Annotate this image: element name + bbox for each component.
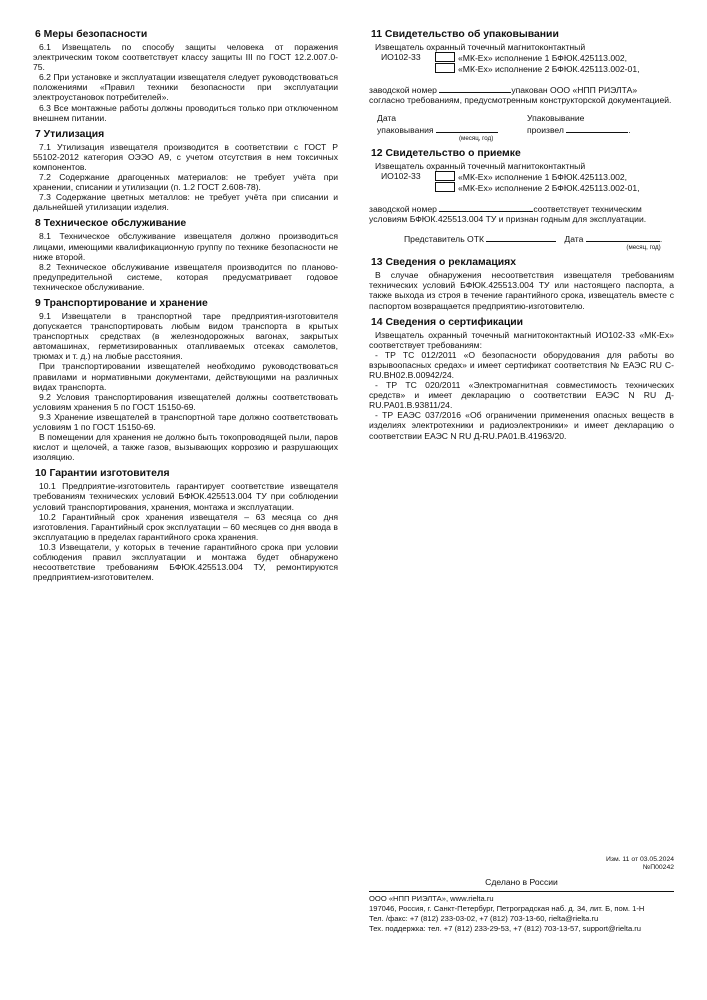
paragraph: условиям БФЮК.425513.004 ТУ и признан годным для эксплуатации. (369, 214, 647, 225)
paragraph: 6.1 Извещатель по способу защиты человека от поражения электрическим током соответствует классу защиты III по ГОСТ 12.2.007.0-75. (33, 42, 338, 73)
paragraph: 6.2 При установке и эксплуатации извещателя следует руководствоваться положениями «Правил техники безопасности при эксплуатации электроустановок потребителей». (33, 72, 338, 103)
pack-label: Упаковывание (527, 113, 585, 124)
paragraph: 9.1 Извещатели в транспортной таре предприятия-изготовителя допускается транспортировать любым видом транспорта в крытых транспортных средствах (в железнодорожных вагонах, закрытых автомашинах, герметизированных отапливаемых отсеках самолетов, трюмах и т. д.) на любые расстояния. (33, 310, 338, 362)
section-title: 12 Свидетельство о приемке (371, 147, 521, 159)
otk-block (404, 233, 556, 244)
section-maintenance (33, 218, 338, 292)
section-warranty (33, 468, 338, 582)
section-title: 8 Техническое обслуживание (35, 218, 187, 230)
paragraph: 6.3 Все монтажные работы должны проводиться только при отключенном внешнем питании. (33, 102, 338, 123)
option-label: «МК-Ех» исполнение 2 БФЮК.425113.002-01, (458, 182, 640, 193)
section-disposal (33, 129, 338, 213)
paragraph: Извещатель охранный точечный магнитоконтактный ИО102-33 «МК-Ех» соответствует требованиям: (369, 329, 674, 350)
serial-tail: соответствует техническим (533, 203, 642, 214)
paragraph: В случае обнаружения несоответствия извещателя требованиям технических условий БФЮК.425513.004 ТУ или настоящего паспорта, а также выхода из строя в течение гарантийного срока, извещатель вместе с паспортом возвращается предприятию-изготовителю. (369, 270, 674, 311)
otk-signature-field[interactable] (486, 233, 556, 242)
packing-date-field[interactable] (436, 124, 498, 133)
paragraph: 7.1 Утилизация извещателя производится в соответствии с ГОСТ Р 55102-2012 категория ОЭЭО А9, с учетом отсутствия в нем токсичных компонентов. (33, 141, 338, 172)
section-title: 9 Транспортирование и хранение (35, 297, 208, 309)
paragraph: - ТР ТС 012/2011 «О безопасности оборудования для работы во взрывоопасных средах» и имеет сертификат соответствия № ЕАЭС RU С-RU.ВН02.В.00942/24. (369, 349, 674, 380)
paragraph: При транспортировании извещателей необходимо руководствоваться правилами и нормативными документами, действующими на различных видах транспорта. (33, 361, 338, 392)
option-checkbox[interactable] (435, 63, 455, 73)
section-title: 10 Гарантии изготовителя (35, 468, 170, 480)
option-label: «МК-Ех» исполнение 2 БФЮК.425113.002-01, (458, 64, 640, 75)
serial-label: заводской номер (369, 203, 437, 214)
paragraph: Извещатель охранный точечный магнитоконтактный (375, 160, 586, 171)
paragraph: 7.3 Содержание цветных металлов: не требует учёта при списании и дальнейшей утилизации изделия. (33, 192, 338, 213)
otk-label: Представитель ОТК (404, 234, 484, 245)
option-list (435, 52, 640, 74)
paragraph: 9.3 Хранение извещателей в транспортной таре должно соответствовать условиям 1 по ГОСТ 15150-69. (33, 411, 338, 432)
right-column (369, 29, 674, 447)
date-hint: (месяц, год) (459, 134, 494, 142)
company-info (369, 894, 674, 934)
support-contact: Тех. поддержка: тел. +7 (812) 233-29-53, +7 (812) 703-13-57, support@rielta.ru (369, 924, 642, 933)
model-label: ИО102-33 (381, 170, 421, 181)
option-label: «МК-Ех» исполнение 1 БФЮК.425113.002, (458, 53, 628, 64)
otk-signature-row (369, 233, 674, 251)
section-safety (33, 29, 338, 123)
paragraph (369, 84, 674, 95)
paragraph (369, 203, 674, 214)
date-label: Дата (564, 234, 584, 245)
section-packing-certificate (369, 29, 674, 142)
company-address: 197046, Россия, г. Санкт-Петербург, Петроградская наб. д. 34, лит. Б, пом. 1-Н (369, 904, 645, 913)
section-transport-storage (33, 298, 338, 462)
section-claims (369, 257, 674, 310)
section-title: 11 Свидетельство об упаковывании (371, 29, 559, 40)
footer (369, 856, 674, 934)
left-column (33, 29, 338, 588)
period: . (628, 124, 631, 135)
period: . (659, 234, 663, 245)
company-name: ООО «НПП РИЭЛТА», www.rielta.ru (369, 894, 494, 903)
paragraph: 9.2 Условия транспортирования извещателей должны соответствовать условиям хранения 5 по ГОСТ 15150-69. (33, 391, 338, 412)
option-list (435, 171, 640, 193)
date-hint: (месяц, год) (626, 244, 661, 252)
option-checkbox[interactable] (435, 52, 455, 62)
section-certification (369, 317, 674, 441)
paragraph: Извещатель охранный точечный магнитоконтактный (375, 42, 586, 52)
document-number: №П00242 (642, 864, 674, 871)
paragraph: - ТР ТС 020/2011 «Электромагнитная совместимость технических средств» и имеет декларацию о соответствии ЕАЭС N RU Д-RU.РА01.В.93811/24. (369, 380, 674, 411)
packing-date-block (377, 113, 527, 141)
option-checkbox[interactable] (435, 182, 455, 192)
made-in-label: Сделано в России (485, 877, 558, 887)
serial-number-field[interactable] (439, 203, 533, 212)
serial-number-field[interactable] (439, 84, 511, 93)
option-checkbox[interactable] (435, 171, 455, 181)
paragraph: В помещении для хранения не должно быть токопроводящей пыли, паров кислот и щелочей, а также газов, вызывающих коррозию и разрушающих изоляцию. (33, 432, 338, 463)
revision-label: Изм. 11 от 03.05.2024 (605, 856, 674, 863)
date-label: Дата (377, 113, 397, 124)
packed-by-block (527, 113, 631, 134)
section-title: 14 Сведения о сертификации (371, 316, 524, 328)
section-acceptance-certificate (369, 148, 674, 252)
paragraph: 8.1 Техническое обслуживание извещателя должно производиться лицами, имеющими квалификационную группу по технике безопасности не ниже второй. (33, 231, 338, 262)
packing-signature-row (369, 113, 674, 141)
acceptance-date-block (564, 233, 662, 251)
paragraph: 10.2 Гарантийный срок хранения извещателя – 63 месяца со дня изготовления. Гарантийный срок эксплуатации – 60 месяцев со дня ввода в эксплуатацию в пределах гарантийного срока хранения. (33, 511, 338, 542)
section-title: 7 Утилизация (35, 128, 105, 140)
paragraph: согласно требованиям, предусмотренным конструкторской документацией. (369, 95, 672, 106)
section-title: 13 Сведения о рекламациях (371, 257, 516, 269)
paragraph: 7.2 Содержание драгоценных материалов: не требует учёта при хранении, списании и утилизации (п. 1.2 ГОСТ 2.608-78). (33, 172, 338, 193)
model-options (369, 52, 674, 74)
pack-label: произвел (527, 124, 564, 135)
paragraph: 8.2 Техническое обслуживание извещателя производится по планово-предупредительной системе, которая предусматривает годовое техническое обслуживание. (33, 261, 338, 292)
paragraph: 10.3 Извещатели, у которых в течение гарантийного срока при условии соблюдения правил эксплуатации и монтажа будет обнаружено несоответствие требованиям БФЮК.425513.004 ТУ, ремонтируются предприятием-изготовителем. (33, 541, 338, 583)
packed-by-field[interactable] (566, 124, 631, 135)
acceptance-date-field[interactable] (586, 233, 663, 245)
model-options (369, 171, 674, 193)
serial-label: заводской номер (369, 85, 437, 96)
paragraph: - ТР ЕАЭС 037/2016 «Об ограничении применения опасных веществ в изделиях электротехники и радиоэлектроники» и имеет декларацию о соответствии ЕАЭС N RU Д-RU.РА01.В.41963/20. (369, 410, 674, 441)
revision-info (369, 856, 674, 872)
packed-text: упакован ООО «НПП РИЭЛТА» (511, 85, 638, 96)
section-title: 6 Меры безопасности (35, 29, 148, 40)
date-label: упаковывания (377, 124, 434, 135)
option-label: «МК-Ех» исполнение 1 БФЮК.425113.002, (458, 171, 628, 182)
model-label: ИО102-33 (381, 52, 421, 63)
paragraph: 10.1 Предприятие-изготовитель гарантирует соответствие извещателя требованиям технических условий БФЮК.425513.004 ТУ при соблюдении условий транспортирования, хранения, монтажа и эксплуатации. (33, 481, 338, 512)
company-phone: Тел. /факс: +7 (812) 233-03-02, +7 (812) 703-13-60, rielta@rielta.ru (369, 914, 599, 923)
footer-divider (369, 891, 674, 892)
